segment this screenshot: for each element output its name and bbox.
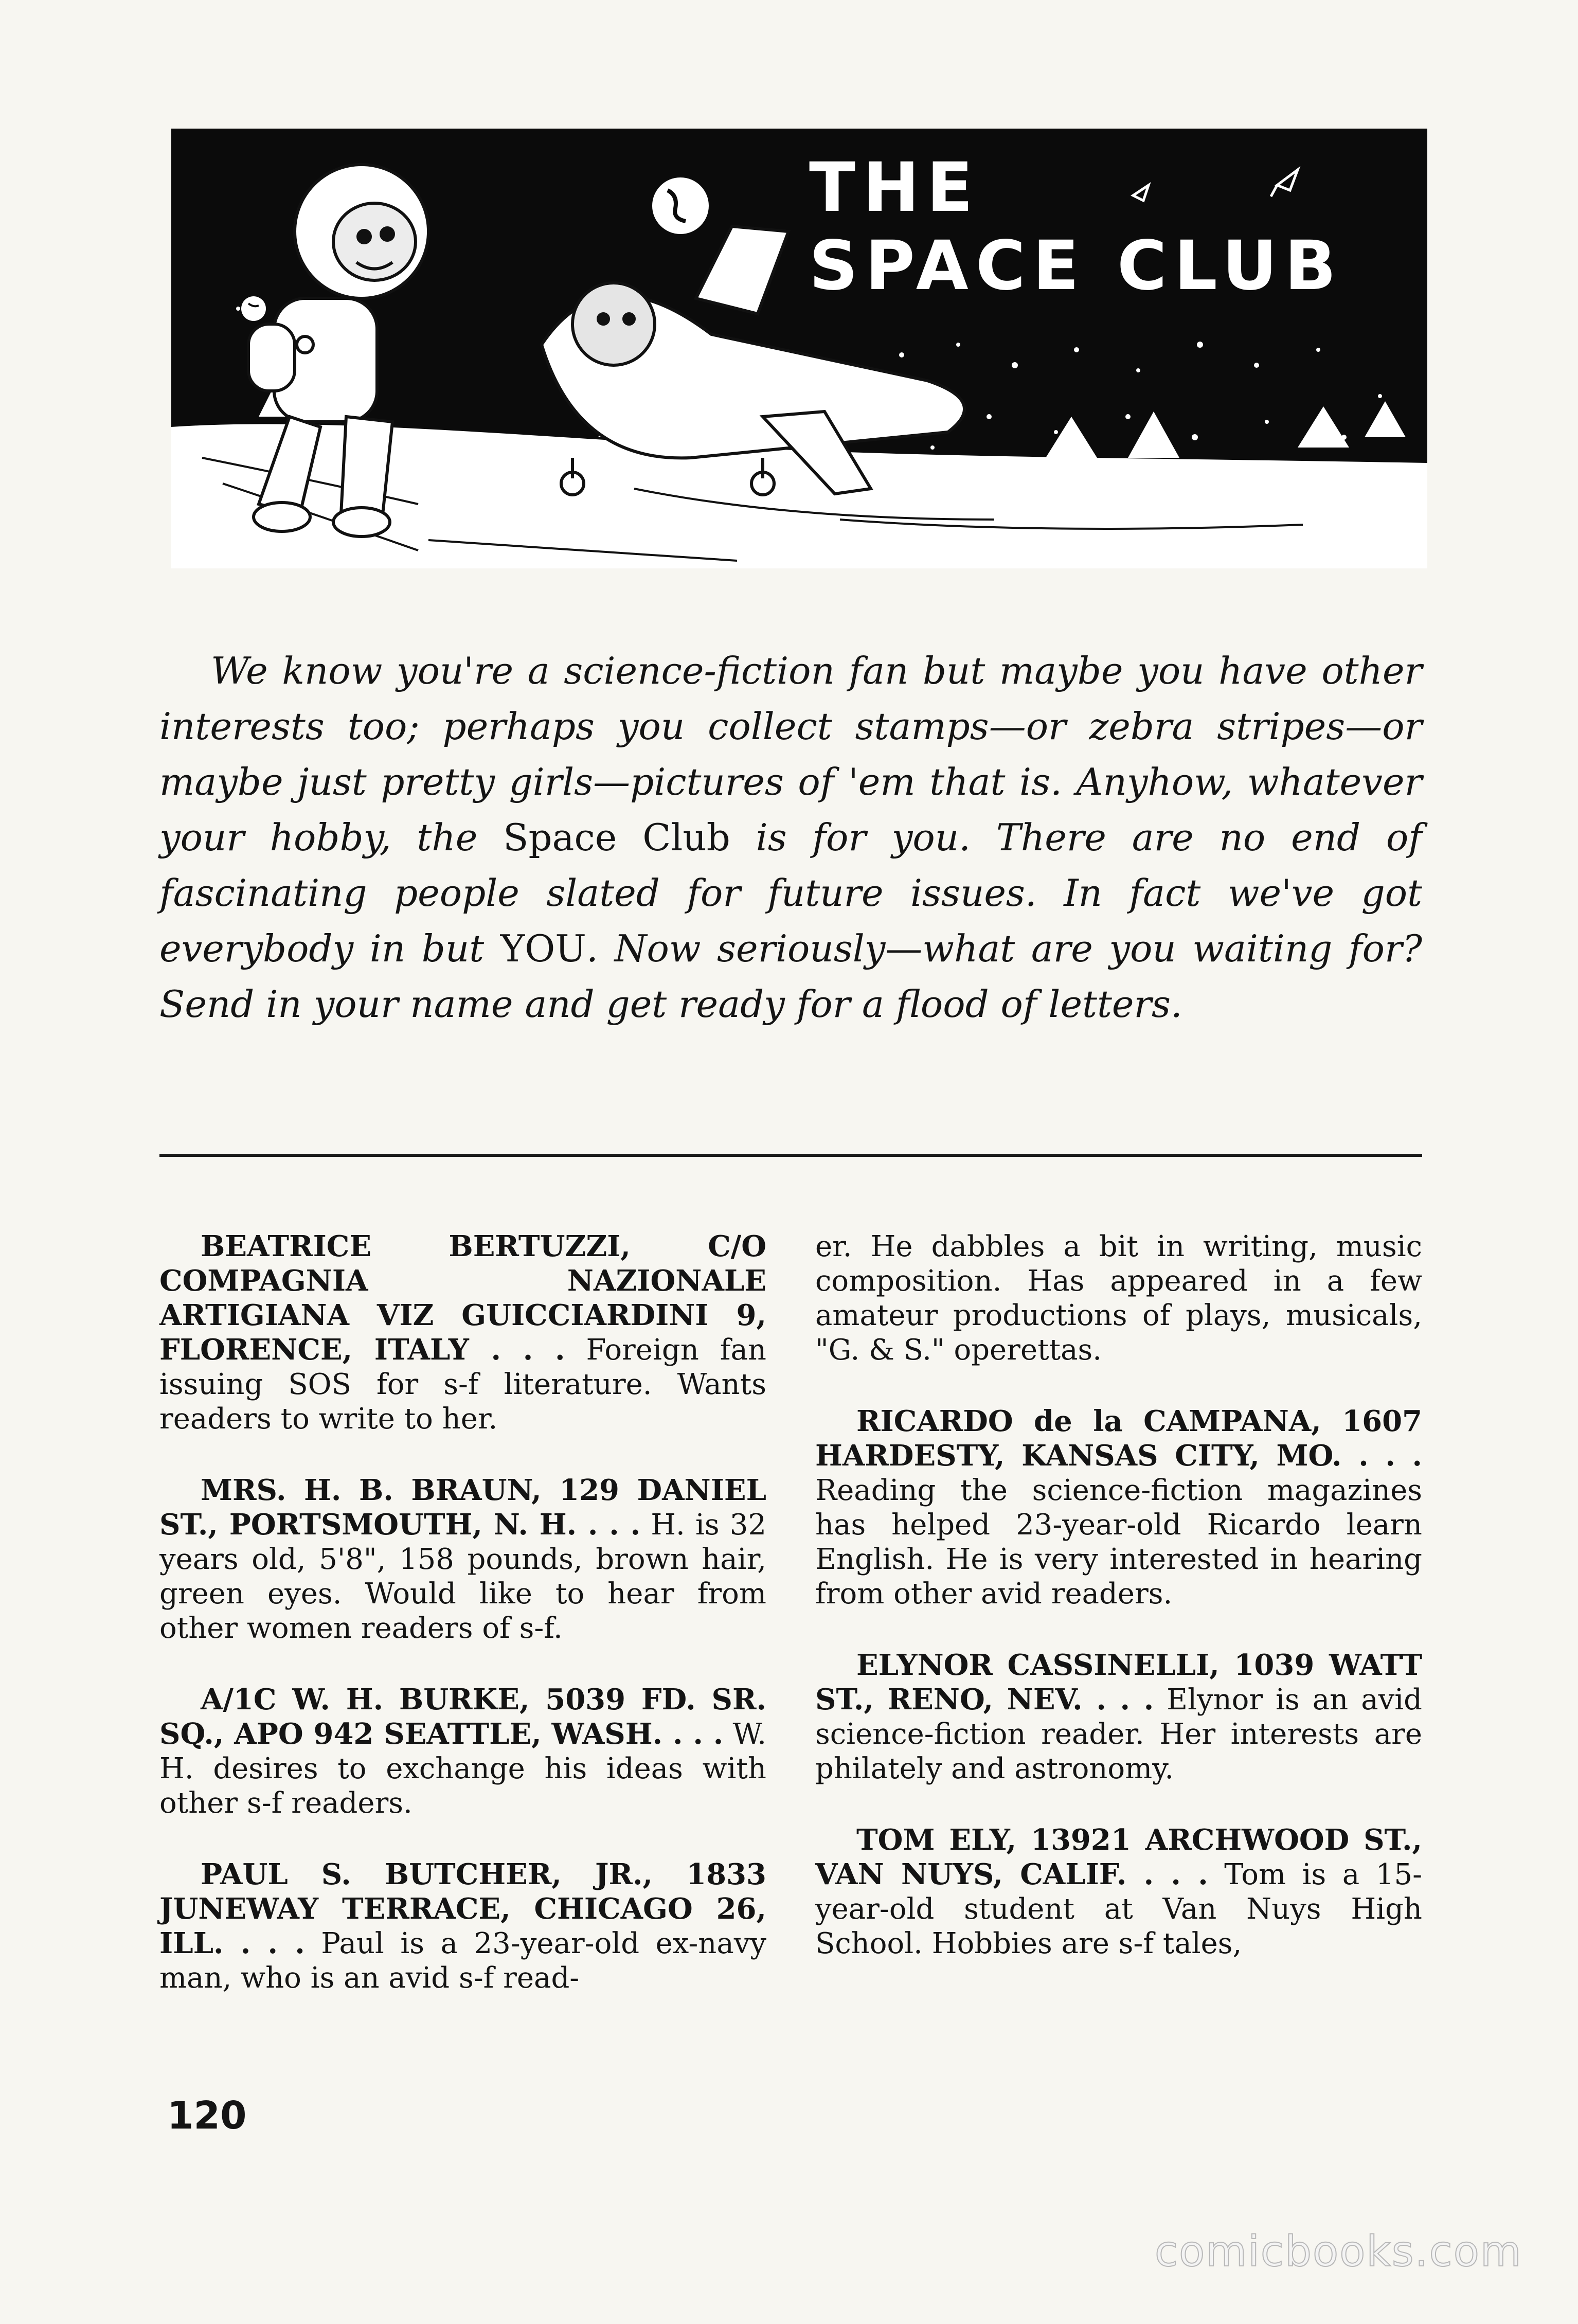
banner-title-line2: SPACE CLUB	[809, 226, 1343, 306]
member-description: Reading the science-fiction magazines has helped 23-year-old Ricardo learn English. He is very interested in hearing from other avid readers.	[815, 1474, 1422, 1611]
member-name-address: PAUL S. BUTCHER, JR., 1833 JUNEWAY TERRACE, CHICAGO 26, ILL. . . .	[159, 1857, 766, 1960]
member-entry-continuation: er. He dabbles a bit in writing, music composition. Has appeared in a few amateur productions of plays, musicals, "G. & S." operettas.	[815, 1230, 1422, 1367]
member-description: Foreign fan issuing SOS for s-f literature. Wants readers to write to her.	[159, 1333, 766, 1436]
intro-part3: . Now seriously—what are you waiting for? Send in your name and get ready for a flood of letters.	[159, 927, 1422, 1026]
intro-you: YOU	[500, 927, 586, 970]
small-planet-icon	[241, 296, 266, 321]
member-entry	[815, 1648, 1422, 1786]
member-name-address: ELYNOR CASSINELLI, 1039 WATT ST., RENO, NEV. . . .	[815, 1648, 1422, 1717]
member-name-address: RICARDO de la CAMPANA, 1607 HARDESTY, KANSAS CITY, MO. . . .	[815, 1404, 1422, 1473]
member-name-address: BEATRICE BERTUZZI, C/O COMPAGNIA NAZIONALE ARTIGIANA VIZ GUICCIARDINI 9, FLORENCE, ITALY . . .	[159, 1229, 766, 1367]
member-entry	[159, 1473, 766, 1646]
page-number: 120	[167, 2094, 247, 2138]
intro-part2: is for you. There are no end of fascinating people slated for future issues. In fact we've got everybody in but	[159, 816, 1422, 970]
member-name-address: MRS. H. B. BRAUN, 129 DANIEL ST., PORTSMOUTH, N. H. . . .	[159, 1473, 766, 1542]
planet-icon	[652, 177, 709, 234]
section-divider	[159, 1154, 1422, 1157]
member-entry	[159, 1683, 766, 1820]
banner-title	[809, 149, 1343, 306]
watermark-text: comicbooks.com	[1155, 2227, 1522, 2276]
member-entry	[159, 1857, 766, 1995]
member-entry	[815, 1404, 1422, 1611]
intro-part1: We know you're a science-fiction fan but maybe you have other interests too; perhaps you collect stamps—or zebra stripes—or maybe just pretty girls—pictures of 'em that is. Anyhow, whatever your hobby, the	[159, 649, 1422, 859]
left-column	[159, 1229, 766, 2032]
member-description: Paul is a 23-year-old ex-navy man, who is an avid s-f read-	[159, 1927, 766, 1995]
intro-paragraph	[159, 643, 1422, 1032]
member-name-address: A/1C W. H. BURKE, 5039 FD. SR. SQ., APO 942 SEATTLE, WASH. . . .	[159, 1683, 766, 1751]
intro-club-name: Space Club	[503, 816, 730, 859]
member-description: Elynor is an avid science-fiction reader. Her interests are philately and astronomy.	[815, 1683, 1422, 1785]
space-club-banner	[171, 129, 1427, 568]
member-description: W. H. desires to exchange his ideas with other s-f readers.	[159, 1718, 767, 1820]
right-column	[815, 1229, 1422, 1998]
member-entry	[815, 1823, 1422, 1961]
member-description: H. is 32 years old, 5'8", 158 pounds, brown hair, green eyes. Would like to hear from other women readers of s-f.	[159, 1508, 766, 1645]
member-name-address: TOM ELY, 13921 ARCHWOOD ST., VAN NUYS, CALIF. . . .	[815, 1823, 1422, 1891]
banner-title-line1: THE	[809, 148, 980, 227]
member-description: Tom is a 15-year-old student at Van Nuys High School. Hobbies are s-f tales,	[815, 1858, 1422, 1960]
member-entry	[159, 1229, 766, 1436]
